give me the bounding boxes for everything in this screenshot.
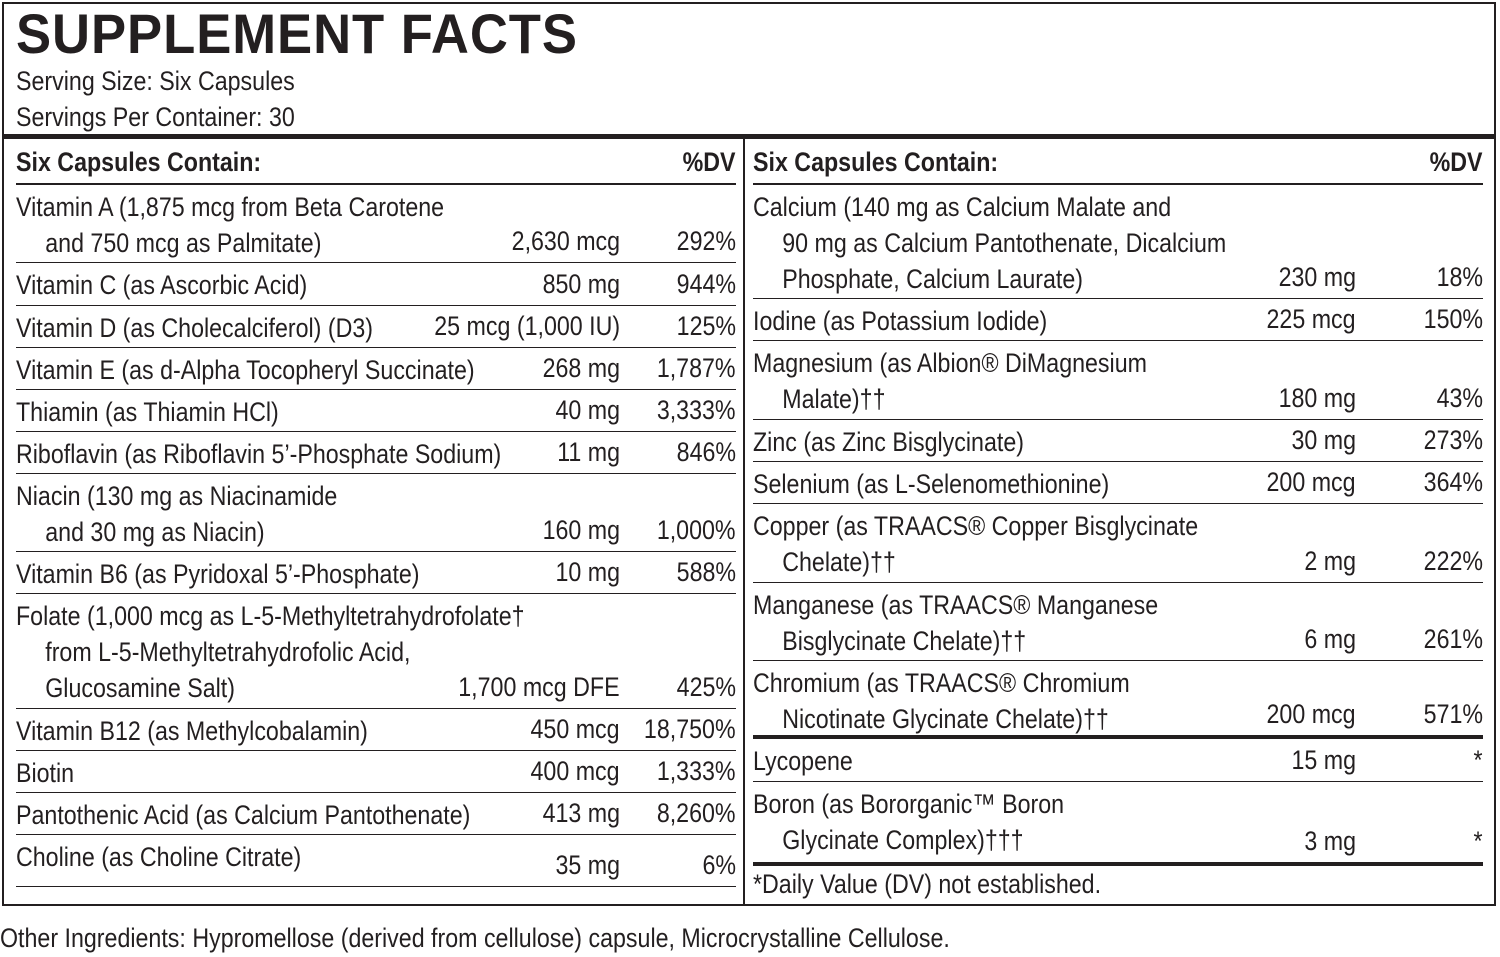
right-nutrient-column (753, 139, 1483, 866)
nutrient-name-line: Pantothenic Acid (as Calcium Pantothenate) (16, 800, 471, 830)
nutrient-row (753, 782, 1483, 866)
nutrient-amount: 3 mg (1304, 826, 1356, 856)
nutrient-name (753, 786, 1064, 858)
servings-per-container: Servings Per Container: 30 (16, 102, 295, 132)
nutrient-amount: 160 mg (542, 515, 620, 545)
nutrient-name (16, 713, 368, 749)
nutrient-name-line: Zinc (as Zinc Bisglycinate) (753, 427, 1024, 457)
nutrient-name (753, 303, 1047, 339)
nutrient-dv: 43% (1436, 383, 1483, 413)
nutrient-dv: 588% (676, 557, 736, 587)
nutrient-amount: 413 mg (542, 798, 620, 828)
panel-title: SUPPLEMENT FACTS (16, 2, 578, 65)
nutrient-name-line: Chromium (as TRAACS® Chromium (753, 668, 1130, 698)
nutrient-name-line: Niacin (130 mg as Niacinamide (16, 481, 338, 511)
nutrient-name-line: Malate)†† (782, 384, 886, 414)
nutrient-name-line: Biotin (16, 758, 75, 788)
nutrient-name (16, 352, 475, 388)
nutrient-dv: 292% (676, 226, 736, 256)
nutrient-name-line: Chelate)†† (782, 547, 896, 577)
nutrient-name-line: Calcium (140 mg as Calcium Malate and (753, 192, 1172, 222)
nutrient-name (16, 797, 470, 833)
nutrient-name-line: and 750 mcg as Palmitate) (45, 228, 322, 258)
nutrient-name (753, 466, 1109, 502)
nutrient-name-line: Manganese (as TRAACS® Manganese (753, 590, 1159, 620)
other-ingredients: Other Ingredients: Hypromellose (derived from cellulose) capsule, Microcrystalline Cellulose. (0, 923, 950, 953)
nutrient-row (753, 661, 1483, 739)
nutrient-name-line: Vitamin C (as Ascorbic Acid) (16, 270, 308, 300)
nutrient-amount: 2,630 mcg (511, 226, 620, 256)
nutrient-dv: 18,750% (644, 714, 736, 744)
nutrient-name (16, 436, 501, 472)
nutrient-dv: 944% (676, 269, 736, 299)
nutrient-dv: 1,333% (657, 756, 736, 786)
nutrient-name (16, 598, 525, 706)
nutrient-row (16, 709, 736, 751)
nutrient-amount: 268 mg (542, 353, 620, 383)
serving-size: Serving Size: Six Capsules (16, 66, 295, 96)
nutrient-amount: 225 mcg (1266, 304, 1356, 334)
nutrient-name-line: Glucosamine Salt) (45, 673, 235, 703)
nutrient-name (16, 478, 337, 550)
left-column-header (16, 139, 736, 185)
nutrient-amount: 400 mcg (530, 756, 620, 786)
nutrient-row (16, 552, 736, 594)
nutrient-row (16, 263, 736, 306)
nutrient-name-line: Lycopene (753, 746, 853, 776)
nutrient-dv: 125% (676, 311, 736, 341)
nutrient-name-line: Bisglycinate Chelate)†† (782, 626, 1027, 656)
nutrient-dv: 273% (1423, 425, 1483, 455)
nutrient-row (16, 835, 736, 887)
nutrient-name (753, 189, 1226, 297)
nutrient-row (753, 420, 1483, 462)
nutrient-dv: 3,333% (657, 395, 736, 425)
nutrient-name-line: Vitamin E (as d-Alpha Tocopheryl Succinate) (16, 355, 475, 385)
nutrient-name (753, 743, 853, 779)
nutrient-name-line: Glycinate Complex)††† (782, 825, 1024, 855)
nutrient-amount: 6 mg (1304, 624, 1356, 654)
nutrient-dv: 18% (1436, 262, 1483, 292)
nutrient-name (16, 755, 74, 791)
nutrient-name-line: Magnesium (as Albion® DiMagnesium (753, 348, 1147, 378)
nutrient-name-line: and 30 mg as Niacin) (45, 517, 265, 547)
nutrient-amount: 2 mg (1304, 546, 1356, 576)
nutrient-name-line: Riboflavin (as Riboflavin 5’-Phosphate Sodium) (16, 439, 502, 469)
nutrient-amount: 15 mg (1291, 745, 1356, 775)
nutrient-row (753, 185, 1483, 299)
nutrient-row (753, 583, 1483, 661)
nutrient-name-line: Iodine (as Potassium Iodide) (753, 306, 1048, 336)
nutrient-name-line: from L-5-Methyltetrahydrofolic Acid, (45, 637, 411, 667)
left-header-dv: %DV (683, 147, 736, 177)
nutrient-row (16, 432, 736, 474)
nutrient-amount: 35 mg (555, 850, 620, 880)
nutrient-dv: 1,787% (657, 353, 736, 383)
nutrient-dv: 364% (1423, 467, 1483, 497)
nutrient-name (753, 424, 1024, 460)
nutrient-name-line: Nicotinate Glycinate Chelate)†† (782, 704, 1109, 734)
nutrient-row (16, 348, 736, 390)
nutrient-name (16, 189, 444, 261)
nutrient-dv: 846% (676, 437, 736, 467)
nutrient-row (16, 390, 736, 432)
nutrient-name (753, 665, 1130, 737)
nutrient-name-line: 90 mg as Calcium Pantothenate, Dicalcium (782, 228, 1227, 258)
nutrient-name (16, 839, 301, 875)
nutrient-amount: 40 mg (555, 395, 620, 425)
nutrient-amount: 1,700 mcg DFE (458, 672, 620, 702)
nutrient-row (16, 751, 736, 793)
nutrient-name-line: Vitamin A (1,875 mcg from Beta Carotene (16, 192, 445, 222)
right-column-header (753, 139, 1483, 185)
nutrient-name-line: Phosphate, Calcium Laurate) (782, 264, 1083, 294)
nutrient-row (16, 793, 736, 835)
nutrient-row (753, 504, 1483, 583)
nutrient-amount: 850 mg (542, 269, 620, 299)
nutrient-row (753, 739, 1483, 782)
nutrient-dv: * (1473, 745, 1483, 775)
nutrient-name-line: Selenium (as L-Selenomethionine) (753, 469, 1110, 499)
nutrient-name (16, 394, 279, 430)
nutrient-row (16, 594, 736, 709)
nutrient-row (16, 306, 736, 348)
dv-footnote: *Daily Value (DV) not established. (753, 869, 1102, 899)
nutrient-amount: 25 mcg (1,000 IU) (434, 311, 620, 341)
nutrient-name-line: Vitamin B6 (as Pyridoxal 5’-Phosphate) (16, 559, 420, 589)
nutrient-name-line: Copper (as TRAACS® Copper Bisglycinate (753, 511, 1199, 541)
right-header-dv: %DV (1430, 147, 1483, 177)
nutrient-dv: 6% (702, 850, 736, 880)
nutrient-amount: 30 mg (1291, 425, 1356, 455)
column-divider (743, 139, 745, 906)
nutrient-dv: 150% (1423, 304, 1483, 334)
nutrient-dv: 1,000% (657, 515, 736, 545)
nutrient-name (753, 345, 1147, 417)
left-header-label: Six Capsules Contain: (16, 147, 262, 177)
nutrient-row (16, 185, 736, 263)
nutrient-dv: 222% (1423, 546, 1483, 576)
nutrient-name-line: Choline (as Choline Citrate) (16, 842, 302, 872)
nutrient-dv: 425% (676, 672, 736, 702)
nutrient-name (16, 556, 420, 592)
nutrient-name-line: Thiamin (as Thiamin HCl) (16, 397, 279, 427)
nutrient-name-line: Boron (as Bororganic™ Boron (753, 789, 1065, 819)
nutrient-name (16, 310, 373, 346)
nutrient-name (753, 508, 1198, 580)
nutrient-amount: 180 mg (1278, 383, 1356, 413)
nutrient-amount: 200 mcg (1266, 699, 1356, 729)
nutrient-row (16, 474, 736, 552)
nutrient-amount: 230 mg (1278, 262, 1356, 292)
nutrient-dv: 8,260% (657, 798, 736, 828)
nutrient-name (16, 267, 307, 303)
nutrient-dv: * (1473, 826, 1483, 856)
nutrient-name-line: Vitamin D (as Cholecalciferol) (D3) (16, 313, 374, 343)
right-header-label: Six Capsules Contain: (753, 147, 999, 177)
nutrient-amount: 450 mcg (530, 714, 620, 744)
nutrient-row (753, 462, 1483, 504)
left-nutrient-column (16, 139, 736, 887)
nutrient-name-line: Folate (1,000 mcg as L-5-Methyltetrahydrofolate† (16, 601, 525, 631)
nutrient-name-line: Vitamin B12 (as Methylcobalamin) (16, 716, 368, 746)
nutrient-dv: 571% (1423, 699, 1483, 729)
nutrient-dv: 261% (1423, 624, 1483, 654)
nutrient-row (753, 341, 1483, 420)
nutrient-amount: 10 mg (555, 557, 620, 587)
nutrient-name (753, 587, 1158, 659)
nutrient-amount: 11 mg (557, 437, 620, 467)
nutrient-amount: 200 mcg (1266, 467, 1356, 497)
nutrient-row (753, 299, 1483, 341)
